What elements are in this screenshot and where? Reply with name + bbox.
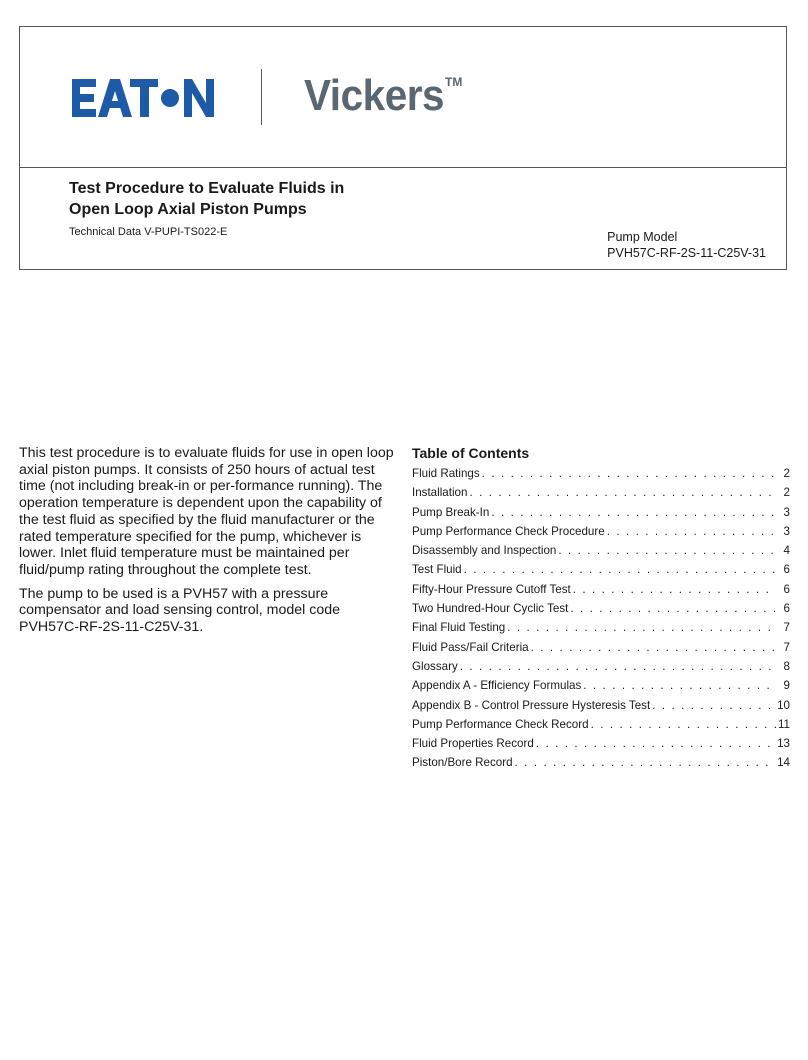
toc-entry-label: Piston/Bore Record: [412, 756, 513, 770]
toc-entry-label: Final Fluid Testing: [412, 621, 506, 635]
toc-entry-page: 9: [783, 679, 790, 693]
toc-leader-dots: [469, 486, 776, 499]
title-line-2: Open Loop Axial Piston Pumps: [69, 201, 307, 218]
toc-entry-label: Disassembly and Inspection: [412, 544, 557, 558]
title-line-1: Test Procedure to Evaluate Fluids in: [69, 180, 345, 197]
pump-model: [607, 229, 766, 261]
toc-leader-dots: [573, 583, 776, 596]
vickers-logo: Vickers: [304, 71, 445, 120]
eaton-logo: [72, 79, 214, 117]
toc-entry[interactable]: [412, 506, 790, 525]
toc-entry-page: 7: [783, 640, 790, 654]
toc-entry[interactable]: [412, 467, 790, 486]
toc-entry-page: 4: [783, 544, 790, 558]
toc-entry-page: 6: [783, 602, 790, 616]
toc-entry-page: 14: [777, 756, 790, 770]
toc-leader-dots: [583, 679, 776, 692]
toc-entry[interactable]: [412, 544, 790, 563]
toc-entry[interactable]: [412, 486, 790, 505]
header-divider: [20, 167, 786, 168]
toc-entry-page: 7: [783, 621, 790, 635]
toc-entry-label: Two Hundred-Hour Cyclic Test: [412, 602, 569, 616]
toc-entry[interactable]: [412, 699, 790, 718]
toc-entry[interactable]: [412, 679, 790, 698]
toc-leader-dots: [507, 621, 776, 634]
toc-entry[interactable]: [412, 718, 790, 737]
toc-entry-label: Fifty-Hour Pressure Cutoff Test: [412, 582, 571, 596]
toc-entry-label: Fluid Pass/Fail Criteria: [412, 640, 529, 654]
toc-entry-page: 3: [783, 524, 790, 538]
toc-entry-page: 3: [783, 505, 790, 519]
toc-entry-label: Pump Break-In: [412, 505, 490, 519]
header-frame: [19, 26, 787, 270]
toc-entry-page: 6: [783, 582, 790, 596]
toc-entry-label: Fluid Properties Record: [412, 737, 534, 751]
toc-entry[interactable]: [412, 660, 790, 679]
toc-leader-dots: [607, 525, 776, 538]
toc-entry-label: Pump Performance Check Record: [412, 717, 589, 731]
toc-entry-page: 2: [783, 486, 790, 500]
toc-leader-dots: [482, 467, 776, 480]
logo-separator: [261, 69, 262, 125]
toc-leader-dots: [491, 506, 776, 519]
toc-entry-label: Appendix B - Control Pressure Hysteresis Test: [412, 698, 651, 712]
toc-entry[interactable]: [412, 621, 790, 640]
toc-leader-dots: [515, 756, 776, 769]
toc-leader-dots: [570, 602, 776, 615]
toc-leader-dots: [652, 699, 775, 712]
toc-leader-dots: [464, 563, 776, 576]
toc-entry-page: 10: [777, 698, 790, 712]
toc-leader-dots: [460, 660, 776, 673]
intro-paragraph: This test procedure is to evaluate fluids for use in open loop axial piston pumps. It consists of 250 hours of actual test time (not including break-in or per-formance running). The operation temperature is dependent upon the capability of the test fluid as specified by the fluid manufacturer or the rated temperature specified for the pump, whichever is lower. Inlet fluid temperature must be maintained per fluid/pump rating throughout the complete test.: [19, 445, 394, 578]
toc-entry[interactable]: [412, 641, 790, 660]
technical-data-id: Technical Data V-PUPI-TS022-E: [69, 226, 228, 238]
pump-model-label: Pump Model: [607, 230, 678, 244]
toc-list: [412, 467, 790, 776]
toc-entry[interactable]: [412, 583, 790, 602]
toc-entry-label: Fluid Ratings: [412, 467, 480, 480]
toc-title: Table of Contents: [412, 445, 530, 461]
toc-entry-page: 6: [783, 563, 790, 577]
table-of-contents: [412, 445, 790, 776]
toc-entry-page: 2: [783, 467, 790, 480]
toc-leader-dots: [591, 718, 776, 731]
toc-leader-dots: [558, 544, 776, 557]
intro-paragraph: The pump to be used is a PVH57 with a pressure compensator and load sensing control, model code PVH57C-RF-2S-11-C25V-31.: [19, 585, 340, 636]
toc-entry[interactable]: [412, 756, 790, 775]
toc-entry[interactable]: [412, 737, 790, 756]
toc-leader-dots: [531, 641, 776, 654]
toc-entry[interactable]: [412, 563, 790, 582]
pump-model-value: PVH57C-RF-2S-11-C25V-31: [607, 246, 766, 260]
toc-entry[interactable]: [412, 525, 790, 544]
document-title: [69, 178, 489, 220]
trademark-mark: TM: [445, 75, 463, 89]
intro-text: [19, 445, 394, 643]
toc-entry-label: Glossary: [412, 659, 458, 673]
toc-entry[interactable]: [412, 602, 790, 621]
toc-entry-page: 13: [777, 737, 790, 751]
toc-entry-page: 8: [783, 659, 790, 673]
toc-entry-label: Installation: [412, 486, 468, 500]
toc-entry-label: Appendix A - Efficiency Formulas: [412, 679, 582, 693]
toc-leader-dots: [536, 737, 775, 750]
toc-entry-label: Test Fluid: [412, 563, 462, 577]
toc-entry-page: 11: [777, 717, 790, 731]
toc-entry-label: Pump Performance Check Procedure: [412, 524, 605, 538]
